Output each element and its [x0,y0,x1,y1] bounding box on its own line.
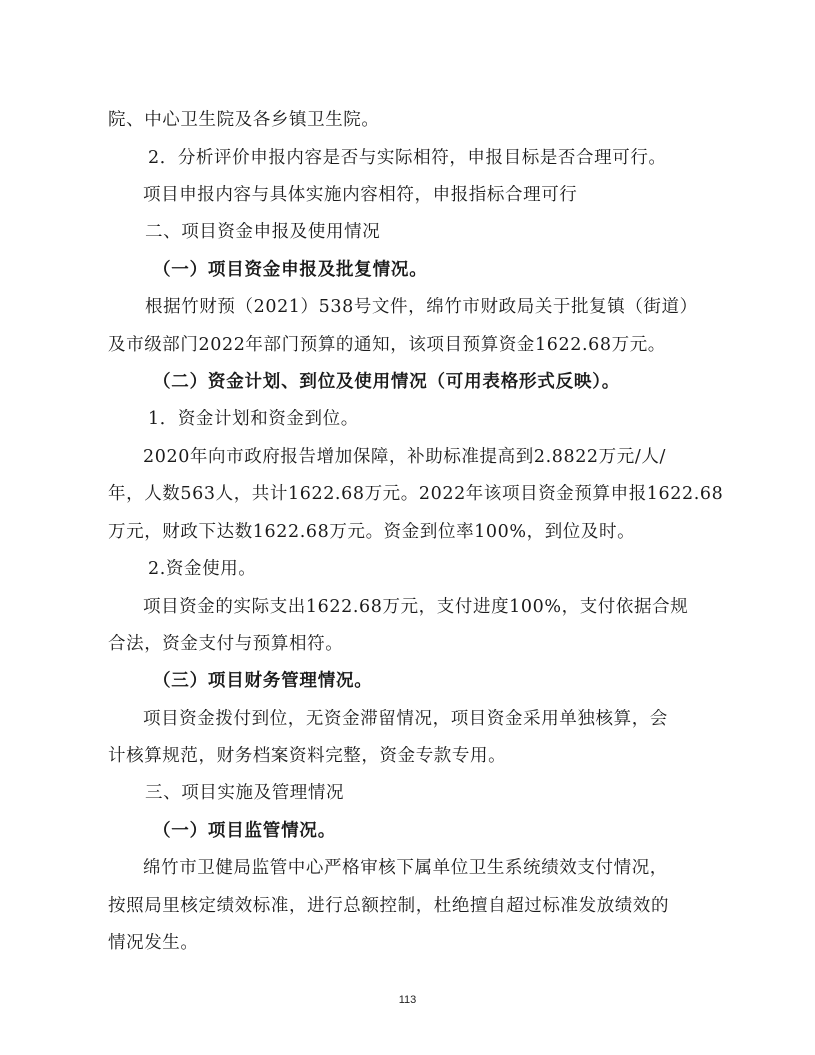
page-number: 113 [398,994,417,1006]
paragraph-line: 根据竹财预（2021）538号文件，绵竹市财政局关于批复镇（街道） [145,297,698,317]
paragraph-line: 绵竹市卫健局监管中心严格审核下属单位卫生系统绩效支付情况， [143,858,668,878]
subsection-heading: （二）资金计划、到位及使用情况（可用表格形式反映）。 [153,372,621,392]
paragraph-line: 2020年向市政府报告增加保障，补助标准提高到2.8822万元/人/ [143,447,666,467]
section-heading: 二、项目资金申报及使用情况 [145,222,381,242]
paragraph-line: 及市级部门2022年部门预算的通知，该项目预算资金1622.68万元。 [108,335,666,355]
subsection-heading: （三）项目财务管理情况。 [153,671,373,691]
paragraph-line: 按照局里核定绩效标准，进行总额控制，杜绝擅自超过标准发放绩效的 [108,896,670,916]
paragraph-line: 项目申报内容与具体实施内容相符，申报指标合理可行 [143,185,578,205]
paragraph-line: 合法，资金支付与预算相符。 [108,634,344,654]
paragraph-line: 2.资金使用。 [148,559,257,579]
paragraph-line: 2．分析评价申报内容是否与实际相符，申报目标是否合理可行。 [148,148,667,168]
paragraph-line: 计核算规范，财务档案资料完整，资金专款专用。 [108,746,507,766]
paragraph-line: 情况发生。 [108,933,199,953]
paragraph-line: 万元，财政下达数1622.68万元。资金到位率100%，到位及时。 [108,522,636,542]
paragraph-line: 项目资金拨付到位，无资金滞留情况，项目资金采用单独核算，会 [143,709,668,729]
paragraph-line: 项目资金的实际支出1622.68万元，支付进度100%，支付依据合规 [143,597,689,617]
paragraph-line: 院、中心卫生院及各乡镇卫生院。 [108,110,380,130]
subsection-heading: （一）项目资金申报及批复情况。 [153,260,428,280]
section-heading: 三、项目实施及管理情况 [145,783,345,803]
paragraph-line: 1．资金计划和资金到位。 [148,409,359,429]
subsection-heading: （一）项目监管情况。 [153,821,336,841]
paragraph-line: 年，人数563人，共计1622.68万元。2022年该项目资金预算申报1622.68 [108,484,724,504]
